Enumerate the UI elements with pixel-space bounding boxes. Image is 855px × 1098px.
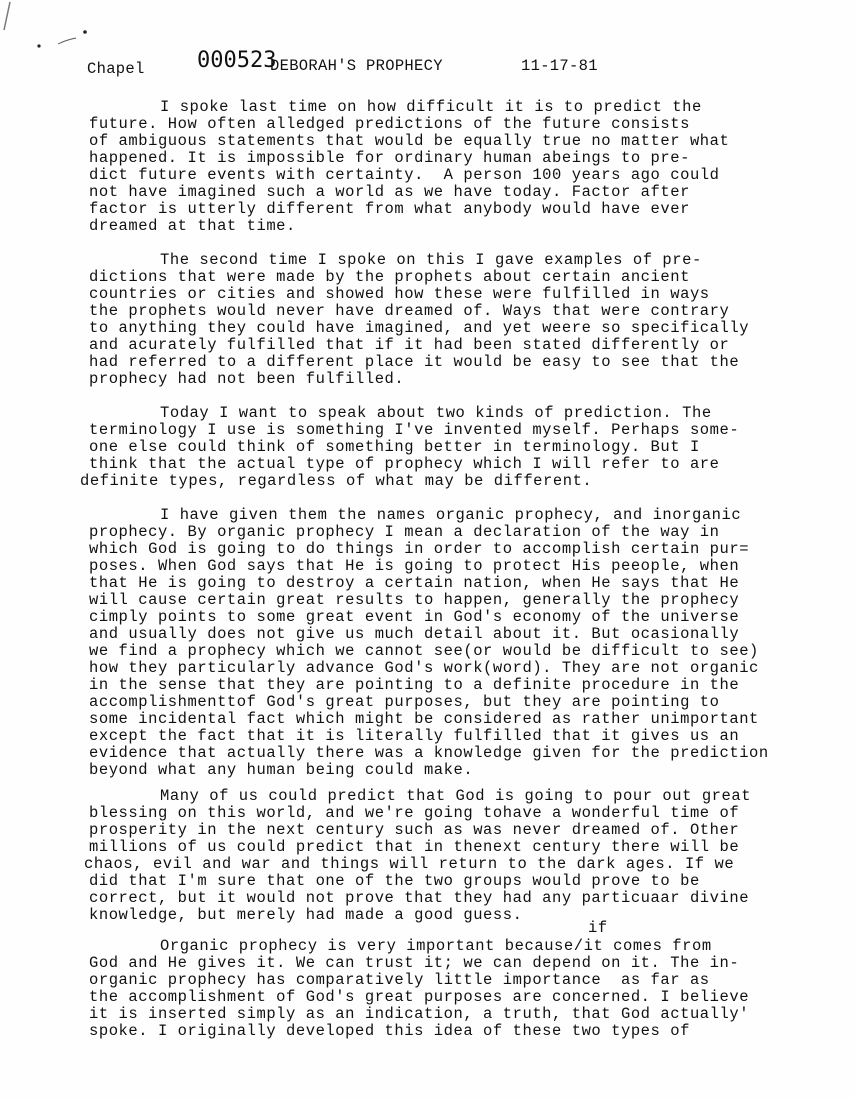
document-number: 000523 [197, 48, 277, 73]
text-line: I have given them the names organic prophecy, and inorganic [160, 506, 742, 524]
text-line: definite types, regardless of what may be different. [80, 472, 593, 490]
text-line: some incidental fact which might be considered as rather unimportant [89, 710, 759, 728]
text-line: one else could think of something better in terminology. But I [89, 438, 700, 456]
text-line: except the fact that it is literally fulfilled that it gives us an [89, 727, 740, 745]
text-line: I spoke last time on how difficult it is to predict the [160, 98, 702, 116]
inserted-word: if [588, 919, 608, 937]
text-line: had referred to a different place it would be easy to see that the [89, 353, 740, 371]
text-line: future. How often alledged predictions of the future consists [89, 115, 690, 133]
text-line: and acurately fulfilled that if it had been stated differently or [89, 336, 730, 354]
text-line: chaos, evil and war and things will return to the dark ages. If we [84, 855, 735, 873]
text-line: which God is going to do things in order to accomplish certain pur= [89, 540, 750, 558]
text-line: countries or cities and showed how these were fulfilled in ways [89, 285, 710, 303]
text-line: did that I'm sure that one of the two groups would prove to be [89, 872, 700, 890]
text-line: will cause certain great results to happen, generally the prophecy [89, 591, 740, 609]
text-line: not have imagined such a world as we have today. Factor after [89, 183, 690, 201]
text-line: evidence that actually there was a knowledge given for the prediction [89, 744, 769, 762]
text-line: blessing on this world, and we're going tohave a wonderful time of [89, 804, 740, 822]
text-line: prophecy had not been fulfilled. [89, 370, 405, 388]
text-line: terminology I use is something I've invented myself. Perhaps some- [89, 421, 740, 439]
text-line: it is inserted simply as an indication, a truth, that God actually' [89, 1005, 750, 1023]
text-line: Organic prophecy is very important because/it comes from [160, 937, 712, 955]
text-line: prosperity in the next century such as was never dreamed of. Other [89, 821, 740, 839]
text-line: Today I want to speak about two kinds of prediction. The [160, 404, 712, 422]
text-line: the prophets would never have dreamed of. Ways that were contrary [89, 302, 730, 320]
text-line: poses. When God says that He is going to protect His peeople, when [89, 557, 740, 575]
text-line: Many of us could predict that God is going to pour out great [160, 787, 752, 805]
text-line: and usually does not give us much detail about it. But ocasionally [89, 625, 740, 643]
document-title: DEBORAH'S PROPHECY [270, 57, 443, 75]
document-header [0, 46, 855, 86]
text-line: dictions that were made by the prophets about certain ancient [89, 268, 690, 286]
text-line: accomplishmenttof God's great purposes, but they are pointing to [89, 693, 720, 711]
text-line: God and He gives it. We can trust it; we can depend on it. The in- [89, 954, 740, 972]
text-line: The second time I spoke on this I gave examples of pre- [160, 251, 702, 269]
text-line: that He is going to destroy a certain nation, when He says that He [89, 574, 740, 592]
text-line: organic prophecy has comparatively little importance as far as [89, 971, 710, 989]
text-line: happened. It is impossible for ordinary human abeings to pre- [89, 149, 690, 167]
text-line: think that the actual type of prophecy which I will refer to are [89, 455, 720, 473]
text-line: correct, but it would not prove that they had any particuaar divine [89, 889, 750, 907]
text-line: the accomplishment of God's great purposes are concerned. I believe [89, 988, 750, 1006]
text-line: how they particularly advance God's work(word). They are not organic [89, 659, 759, 677]
document-date: 11-17-81 [521, 57, 598, 75]
text-line: millions of us could predict that in thenext century there will be [89, 838, 740, 856]
text-line: dict future events with certainty. A person 100 years ago could [89, 166, 720, 184]
text-line: of ambiguous statements that would be equally true no matter what [89, 132, 730, 150]
text-line: knowledge, but merely had made a good guess. [89, 906, 523, 924]
text-line: cimply points to some great event in God's economy of the universe [89, 608, 740, 626]
header-chapel: Chapel [87, 60, 145, 78]
text-line: beyond what any human being could make. [89, 761, 474, 779]
text-line: factor is utterly different from what anybody would have ever [89, 200, 690, 218]
text-line: dreamed at that time. [89, 217, 296, 235]
text-line: to anything they could have imagined, and yet weere so specifically [89, 319, 750, 337]
text-line: spoke. I originally developed this idea of these two types of [89, 1022, 690, 1040]
pen-stroke-mark [0, 0, 18, 40]
text-line: prophecy. By organic prophecy I mean a declaration of the way in [89, 523, 720, 541]
text-line: we find a prophecy which we cannot see(or would be difficult to see) [89, 642, 759, 660]
text-line: in the sense that they are pointing to a definite procedure in the [89, 676, 740, 694]
